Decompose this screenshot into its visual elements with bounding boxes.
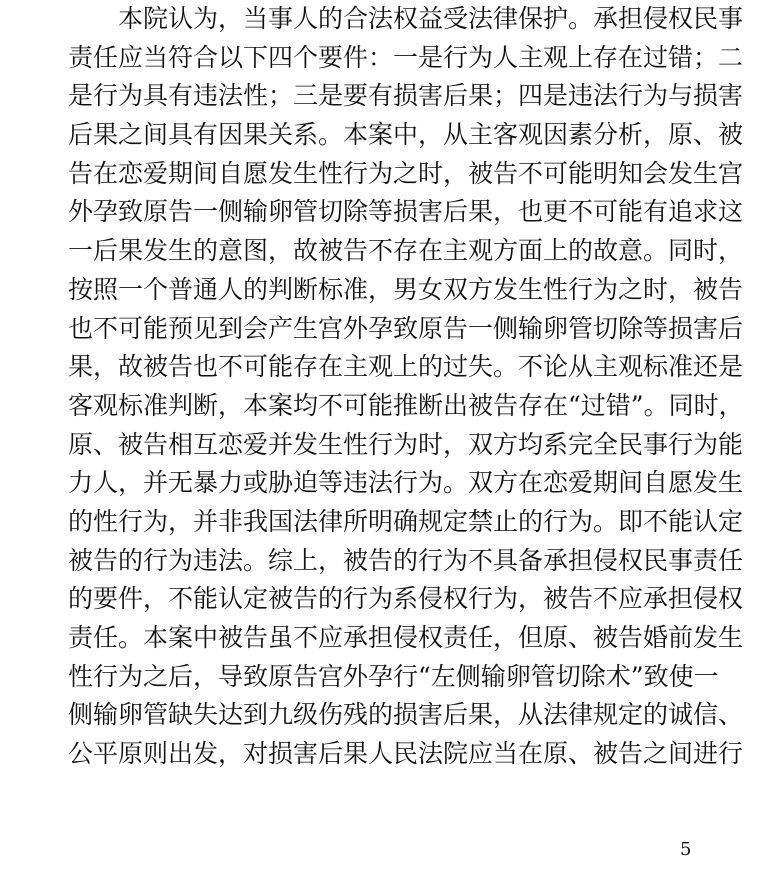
- text-line-16: 的要件，不能认定被告的行为系侵权行为，被告不应承担侵权: [68, 584, 744, 614]
- text-line-8: 按照一个普通人的判断标准，男女双方发生性行为之时，被告: [68, 274, 744, 304]
- text-line-5: 告在恋爱期间自愿发生性行为之时，被告不可能明知会发生宫: [68, 158, 744, 188]
- text-line-15: 被告的行为违法。综上，被告的行为不具备承担侵权民事责任: [68, 545, 744, 575]
- text-line-14: 的性行为，并非我国法律所明确规定禁止的行为。即不能认定: [68, 506, 744, 536]
- text-line-1: 本院认为，当事人的合法权益受法律保护。承担侵权民事: [118, 4, 744, 33]
- text-line-9: 也不可能预见到会产生宫外孕致原告一侧输卵管切除等损害后: [68, 313, 744, 343]
- text-line-3: 是行为具有违法性；三是要有损害后果；四是违法行为与损害: [68, 81, 744, 111]
- text-line-6: 外孕致原告一侧输卵管切除等损害后果，也更不可能有追求这: [68, 197, 744, 227]
- text-line-7: 一后果发生的意图，故被告不存在主观方面上的故意。同时，: [68, 236, 744, 266]
- text-line-11: 客观标准判断，本案均不可能推断出被告存在“过错”。同时，: [68, 390, 744, 420]
- text-line-18: 性行为之后，导致原告宫外孕行“左侧输卵管切除术”致使一: [68, 661, 719, 691]
- text-line-10: 果，故被告也不可能存在主观上的过失。不论从主观标准还是: [68, 352, 744, 382]
- page-number: 5: [680, 839, 692, 860]
- text-line-4: 后果之间具有因果关系。本案中，从主客观因素分析，原、被: [68, 120, 744, 150]
- text-line-20: 公平原则出发，对损害后果人民法院应当在原、被告之间进行: [68, 739, 744, 769]
- text-line-19: 侧输卵管缺失达到九级伤残的损害后果，从法律规定的诚信、: [68, 700, 744, 730]
- text-line-2: 责任应当符合以下四个要件：一是行为人主观上存在过错；二: [68, 42, 744, 72]
- text-line-12: 原、被告相互恋爱并发生性行为时，双方均系完全民事行为能: [68, 429, 744, 459]
- body-text: [68, 0, 744, 774]
- text-line-17: 责任。本案中被告虽不应承担侵权责任，但原、被告婚前发生: [68, 623, 744, 652]
- text-line-13: 力人，并无暴力或胁迫等违法行为。双方在恋爱期间自愿发生: [68, 468, 744, 498]
